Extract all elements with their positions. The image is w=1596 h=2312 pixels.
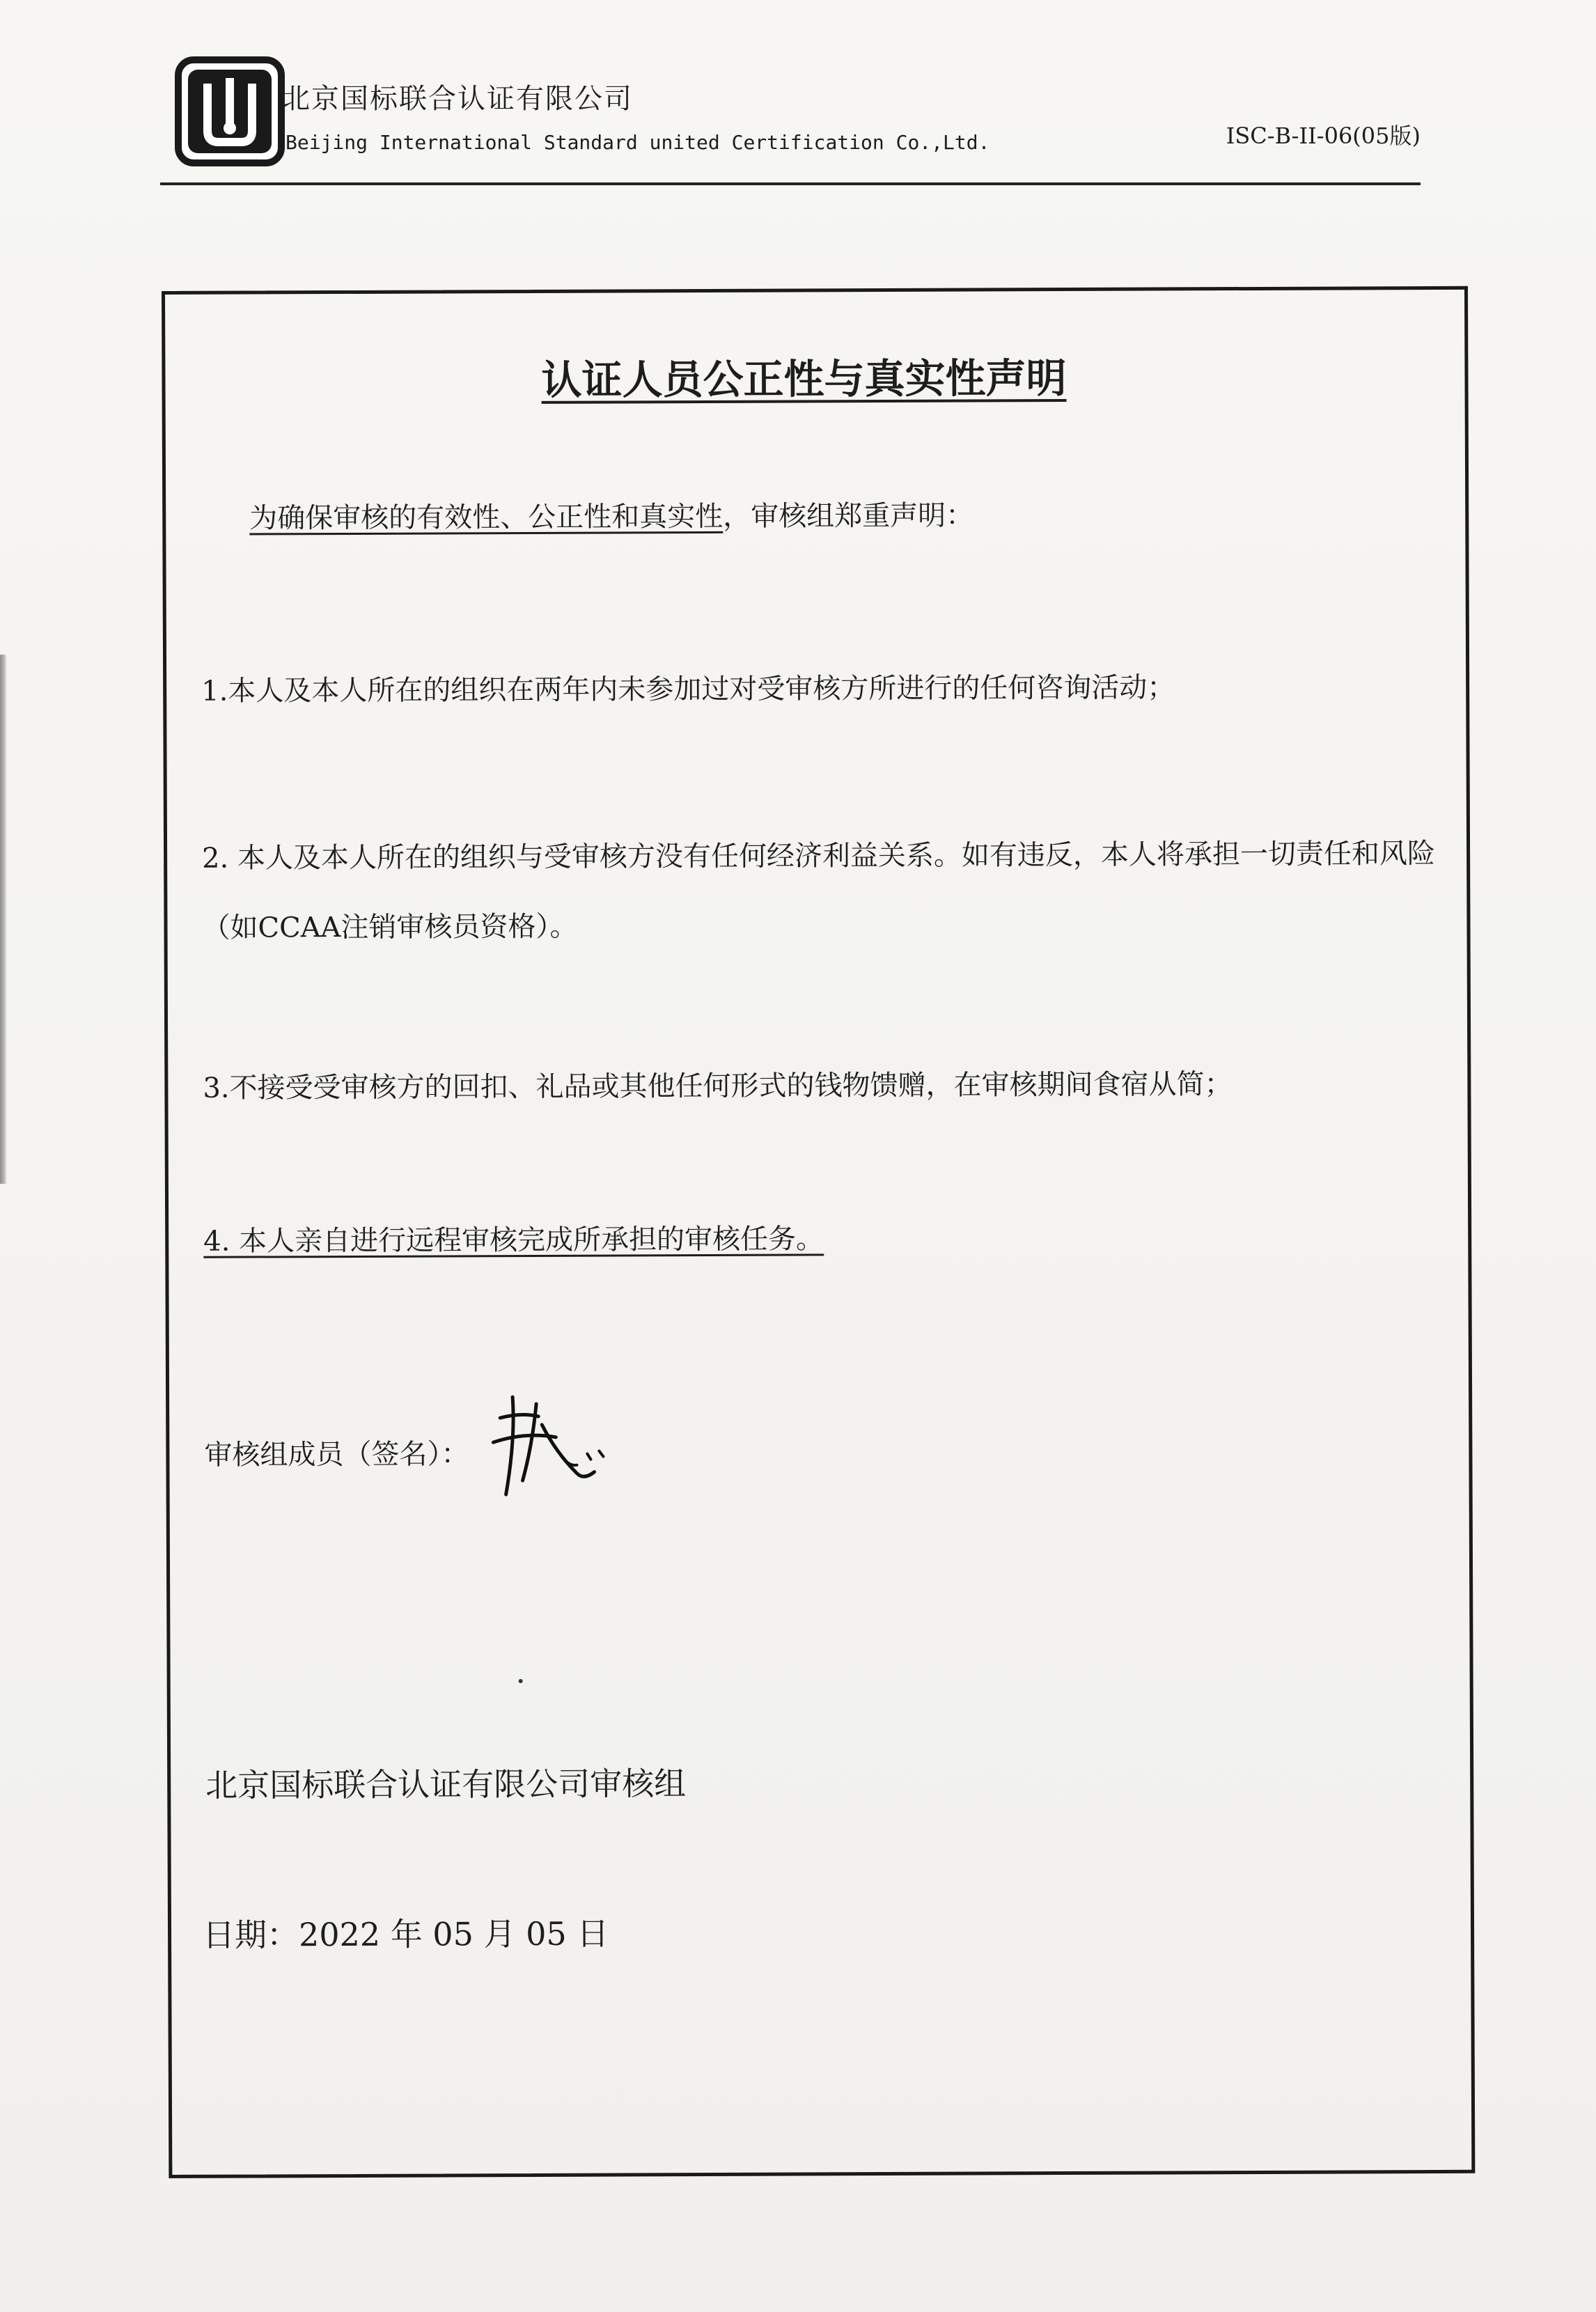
auditing-organization: 北京国标联合认证有限公司审核组 <box>205 1765 687 1804</box>
header-divider <box>160 182 1421 185</box>
declaration-item-1: 1.本人及本人所在的组织在两年内未参加过对受审核方所进行的任何咨询活动； <box>201 671 1175 708</box>
declaration-item-4-text: 4. 本人亲自进行远程审核完成所承担的审核任务。 <box>203 1223 824 1258</box>
declaration-item-2: 2. 本人及本人所在的组织与受审核方没有任何经济利益关系。如有违反，本人将承担一切责任和风险（如CCAA注销审核员资格）。 <box>202 837 1436 944</box>
declaration-date: 日期：2022 年 05 月 05 日 <box>202 1914 609 1954</box>
company-name-cn: 北京国标联合认证有限公司 <box>282 83 633 115</box>
signer-label: 审核组成员（签名）： <box>204 1438 469 1471</box>
declaration-item-3: 3.不接受受审核方的回扣、礼品或其他任何形式的钱物馈赠，在审核期间食宿从简； <box>203 1068 1233 1104</box>
intro-statement <box>249 494 973 536</box>
declaration-item-4 <box>203 1202 1450 1276</box>
document-title: 认证人员公正性与真实性声明 <box>541 354 1067 404</box>
intro-underlined-text: 为确保审核的有效性、公正性和真实性 <box>249 500 723 535</box>
declaration-frame <box>162 286 1475 2178</box>
form-code: ISC-B-II-06(05版) <box>1226 123 1421 149</box>
stray-dot <box>519 1679 523 1683</box>
company-name-en: Beijing International Standard united Certification Co.,Ltd. <box>285 131 990 154</box>
handwritten-signature <box>472 1376 612 1516</box>
scan-edge-shadow <box>0 655 7 1184</box>
letterhead <box>174 49 1421 188</box>
isc-logo-icon <box>174 56 285 167</box>
intro-rest-text: ，审核组郑重声明： <box>723 499 974 533</box>
